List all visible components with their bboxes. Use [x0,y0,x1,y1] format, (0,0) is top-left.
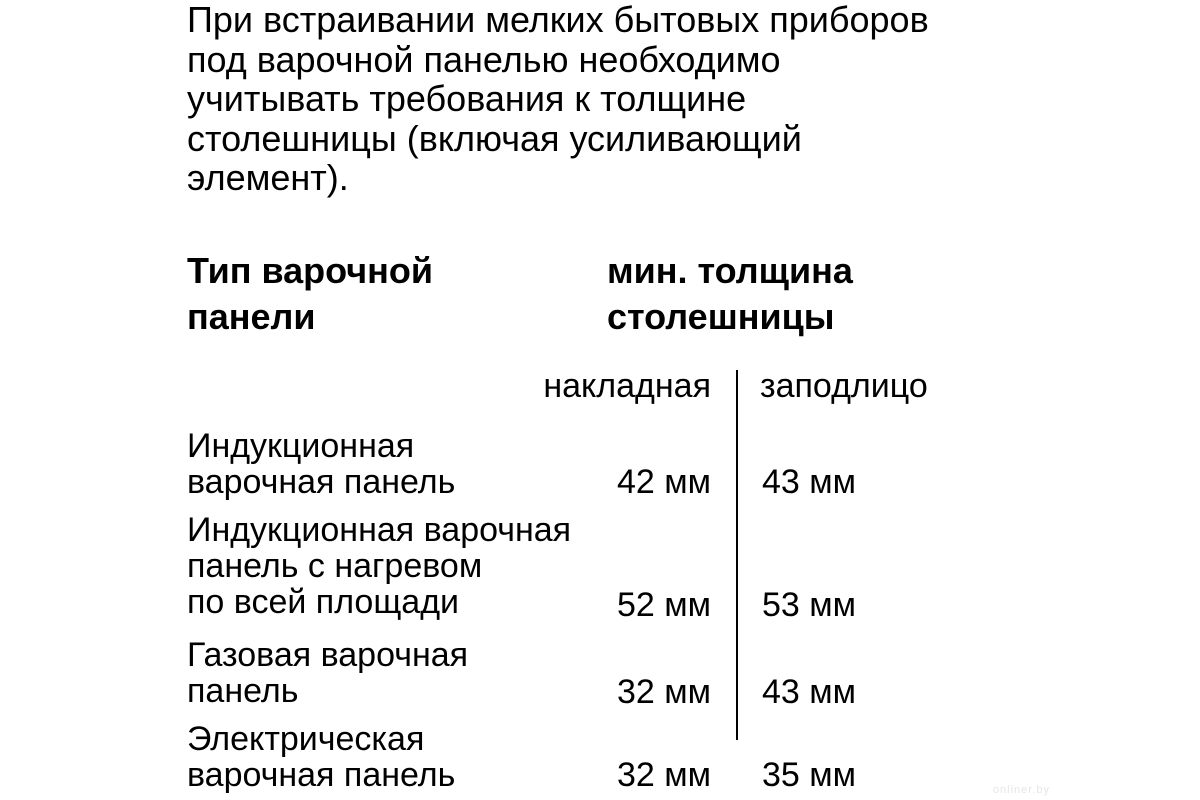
header-hob-type: Тип варочной панели [187,250,434,337]
column-overlay-label: накладная [543,367,711,405]
column-flush-label: заподлицо [760,367,928,405]
row-value-induction-flush: 43 мм [762,463,857,501]
row-name-induction-full: Индукционная варочная панель с нагревом по всей площади [187,511,572,621]
row-value-gas-flush: 43 мм [762,673,857,711]
row-name-induction: Индукционная варочная панель [187,427,456,501]
header-min-thickness: мин. толщина столешницы [607,250,853,337]
row-name-electric: Электрическая варочная панель [187,720,456,794]
column-divider [736,370,738,740]
row-value-electric-overlay: 32 мм [616,756,711,794]
row-value-electric-flush: 35 мм [762,756,857,794]
intro-text: При встраивании мелких бытовых приборов под варочной панелью необходимо учитывать требования к толщине столешницы (включая усиливающий элемент). [187,0,929,198]
row-value-induction-full-overlay: 52 мм [616,586,711,624]
row-value-induction-full-flush: 53 мм [762,586,857,624]
watermark: onliner.by [992,784,1050,796]
row-name-gas: Газовая варочная панель [187,636,469,710]
row-value-gas-overlay: 32 мм [616,673,711,711]
row-value-induction-overlay: 42 мм [616,463,711,501]
